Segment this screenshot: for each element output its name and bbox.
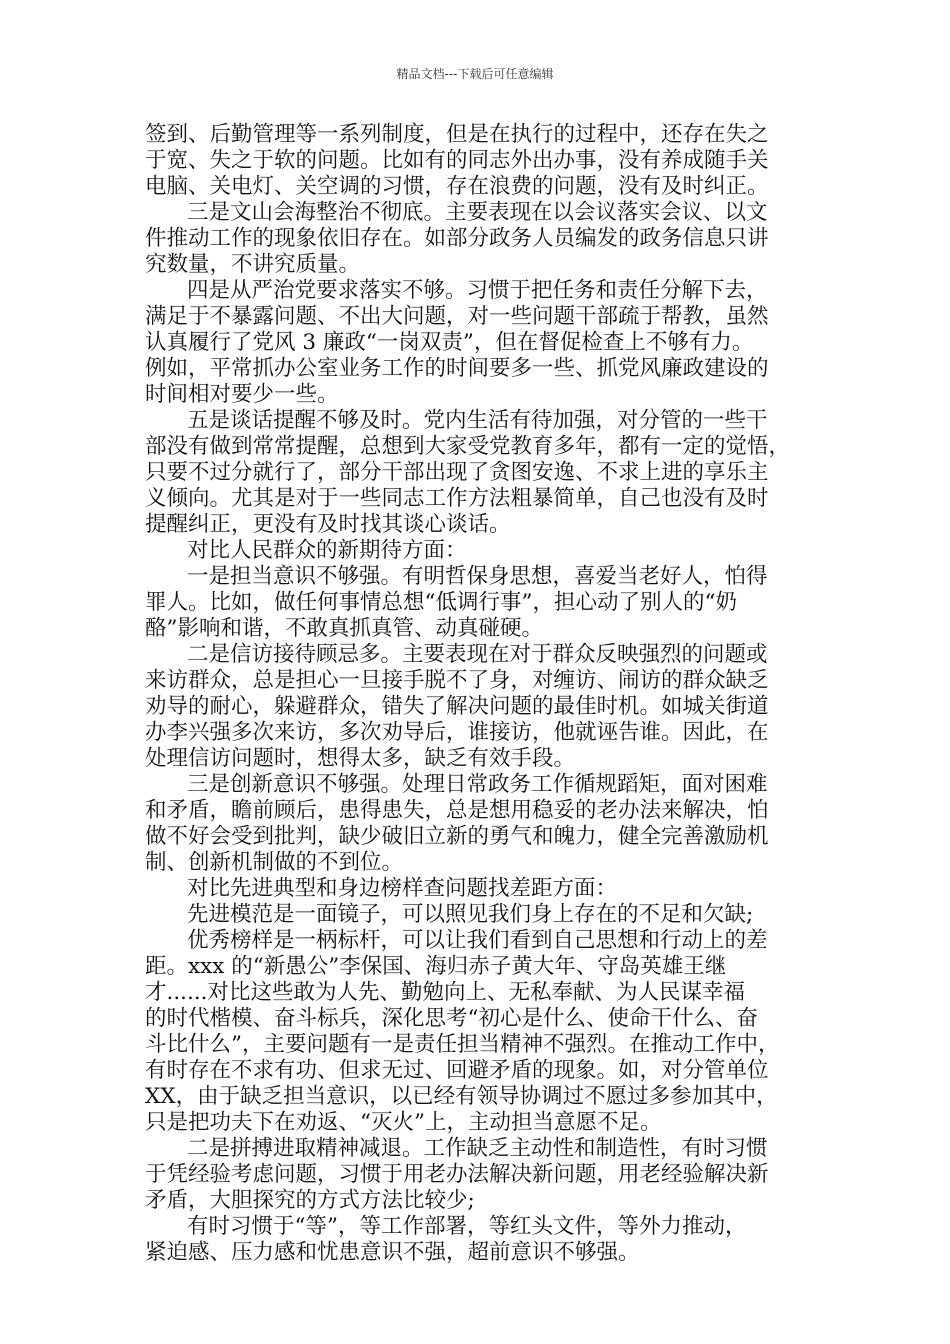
text-line: 有时习惯于“等”，等工作部署，等红头文件，等外力推动，	[187, 1214, 747, 1239]
text-line: XX，由于缺乏担当意识，以已经有领导协调过不愿过多参加其中，	[145, 1084, 778, 1109]
text-line: 劝导的耐心，躲避群众，错失了解决问题的最佳时机。如城关街道	[145, 694, 769, 719]
text-line: 只是把功夫下在劝返、“灭火”上，主动担当意愿不足。	[145, 1110, 662, 1135]
text-line: 来访群众，总是担心一旦接手脱不了身，对缠访、闹访的群众缺乏	[145, 668, 769, 693]
text-line: 五是谈话提醒不够及时。党内生活有待加强，对分管的一些干	[187, 408, 768, 433]
text-line: 时间相对要少一些。	[145, 382, 339, 407]
text-line: 件推动工作的现象依旧存在。如部分政务人员编发的政务信息只讲	[145, 226, 769, 251]
text-line: 办李兴强多次来访，多次劝导后，谁接访，他就诬告谁。因此，在	[145, 720, 769, 745]
text-line: 于凭经验考虑问题，习惯于用老办法解决新问题，用老经验解决新	[145, 1162, 769, 1187]
text-line: 先进模范是一面镜子，可以照见我们身上存在的不足和欠缺;	[187, 902, 754, 927]
text-line: 罪人。比如，做任何事情总想“低调行事”，担心动了别人的“奶	[145, 590, 737, 615]
text-line: 认真履行了党风 3 廉政“一岗双责”，但在督促检查上不够有力。	[145, 330, 754, 355]
text-line: 只要不过分就行了，部分干部出现了贪图安逸、不求上进的享乐主	[145, 460, 769, 485]
text-line: 酪”影响和谐，不敢真抓真管、动真碰硬。	[145, 616, 543, 641]
text-line: 满足于不暴露问题、不出大问题，对一些问题干部疏于帮教，虽然	[145, 304, 769, 329]
text-line: 处理信访问题时，想得太多，缺乏有效手段。	[145, 746, 576, 771]
text-line: 距。xxx 的“新愚公”李保国、海归赤子黄大年、守岛英雄王继	[145, 954, 727, 979]
text-line: 四是从严治党要求落实不够。习惯于把任务和责任分解下去，	[187, 278, 768, 303]
text-line: 义倾向。尤其是对于一些同志工作方法粗暴简单，自己也没有及时	[145, 486, 769, 511]
text-line: 一是担当意识不够强。有明哲保身思想，喜爱当老好人，怕得	[187, 564, 768, 589]
text-line: 紧迫感、压力感和忧患意识不强，超前意识不够强。	[145, 1240, 640, 1265]
text-line: 三是创新意识不够强。处理日常政务工作循规蹈矩，面对困难	[187, 772, 768, 797]
text-line: 例如，平常抓办公室业务工作的时间要多一些、抓党风廉政建设的	[145, 356, 769, 381]
text-line: 斗比什么”，主要问题有一是责任担当精神不强烈。在推动工作中，	[145, 1032, 780, 1057]
text-line: 矛盾，大胆探究的方式方法比较少;	[145, 1188, 475, 1213]
text-line: 才......对比这些敢为人先、勤勉向上、无私奉献、为人民谋幸福	[145, 980, 746, 1005]
text-line: 部没有做到常常提醒，总想到大家受党教育多年，都有一定的觉悟，	[145, 434, 791, 459]
text-line: 究数量，不讲究质量。	[145, 252, 361, 277]
text-line: 做不好会受到批判，缺少破旧立新的勇气和魄力，健全完善激励机	[145, 824, 769, 849]
text-line: 优秀榜样是一柄标杆，可以让我们看到自己思想和行动上的差	[187, 928, 768, 953]
text-line: 有时存在不求有功、但求无过、回避矛盾的现象。如，对分管单位	[145, 1058, 769, 1083]
text-line: 制、创新机制做的不到位。	[145, 850, 404, 875]
text-line: 的时代楷模、奋斗标兵，深化思考“初心是什么、使命干什么、奋	[145, 1006, 758, 1031]
text-line: 提醒纠正，更没有及时找其谈心谈话。	[145, 512, 511, 537]
text-line: 三是文山会海整治不彻底。主要表现在以会议落实会议、以文	[187, 200, 768, 225]
text-line: 对比人民群众的新期待方面：	[187, 538, 467, 563]
text-line: 二是拼搏进取精神减退。工作缺乏主动性和制造性，有时习惯	[187, 1136, 768, 1161]
text-line: 签到、后勤管理等一系列制度，但是在执行的过程中，还存在失之	[145, 122, 769, 147]
text-line: 和矛盾，瞻前顾后，患得患失，总是想用稳妥的老办法来解决，怕	[145, 798, 769, 823]
text-line: 电脑、关电灯、关空调的习惯，存在浪费的问题，没有及时纠正。	[145, 174, 769, 199]
text-line: 二是信访接待顾忌多。主要表现在对于群众反映强烈的问题或	[187, 642, 768, 667]
page-header: 精品文档---下载后可任意编辑	[396, 67, 554, 81]
document-body	[145, 122, 807, 1266]
text-line: 于宽、失之于软的问题。比如有的同志外出办事，没有养成随手关	[145, 148, 769, 173]
text-line: 对比先进典型和身边榜样查问题找差距方面：	[187, 876, 618, 901]
